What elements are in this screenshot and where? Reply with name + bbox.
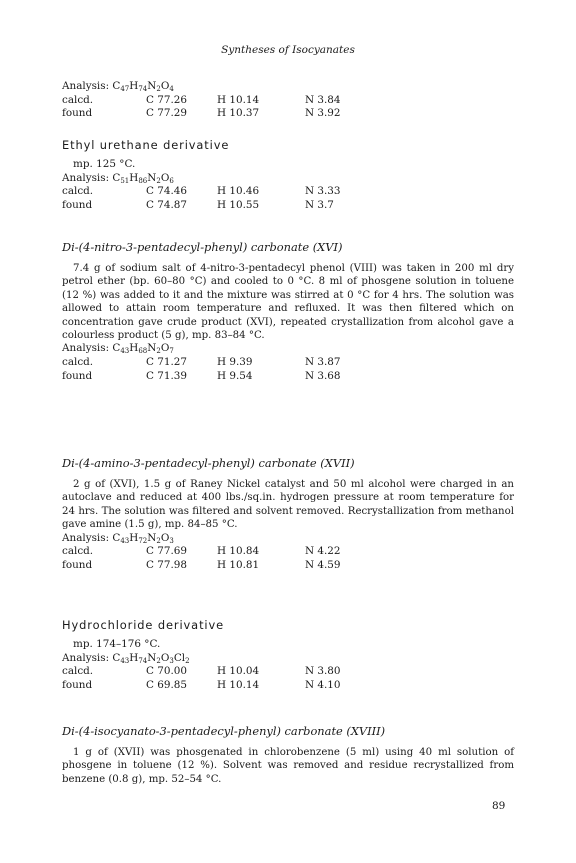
analysis-row: calcd. C 71.27 H 9.39 N 3.87 [62,356,341,369]
compound-xviii-section [62,725,514,786]
analysis-row: found C 74.87 H 10.55 N 3.7 [62,198,334,211]
section-heading: Di-(4-amino-3-pentadecyl-phenyl) carbonate (XVII) [62,456,355,470]
section-heading: Ethyl urethane derivative [62,138,230,152]
analysis-formula-line: Analysis: $C_{43}H_{74}N_2O_3Cl_2$ [62,651,190,665]
analysis-block-1 [62,80,514,121]
procedure-paragraph: 7.4 g of sodium salt of 4-nitro-3-pentadecyl phenol (VIII) was taken in 200 ml dry petrol ether (bp. 60–80 °C) and cooled to 0 °C. 8 ml of phosgene solution in toluene (12 %) was added to it and the mixture was stirred at 0 °C for 4 hrs. The solution was allowed to attain room temperature and refluxed. It was then filtered which on concentration gave crude product (XVI), repeated crystallization from alcohol gave a colourless product (5 g), mp. 83–84 °C. [62,263,514,342]
analysis-formula-line: Analysis: $C_{47}H_{74}N_2O_4$ [62,80,174,93]
analysis-formula-line: Analysis: $C_{43}H_{72}N_2O_3$ [62,531,174,545]
compound-xvi-section [62,241,514,383]
analysis-row: found C 69.85 H 10.14 N 4.10 [62,678,341,691]
procedure-paragraph: 2 g of (XVI), 1.5 g of Raney Nickel catalyst and 50 ml alcohol were charged in an autoclave and reduced at 400 lbs./sq.in. hydrogen pressure at room temperature for 24 hrs. The solution was filtered and solvent removed. Recrystallization from methanol gave amine (1.5 g), mp. 84–85 °C. [62,479,514,531]
molecular-formula: $C_{43}H_{74}N_2O_3Cl_2$ [112,651,190,665]
procedure-paragraph: 1 g of (XVII) was phosgenated in chlorobenzene (5 ml) using 40 ml solution of phosgene in toluene (12 %). Solvent was removed and residue recrystallized from benzene (0.8 g), mp. 52–54 °C. [62,747,514,785]
compound-xvii-section [62,457,514,572]
analysis-row: calcd. C 70.00 H 10.04 N 3.80 [62,665,341,678]
molecular-formula: $C_{47}H_{74}N_2O_4$ [112,80,174,93]
analysis-row: calcd. C 74.46 H 10.46 N 3.33 [62,185,341,198]
melting-point: mp. 174–176 °C. [73,638,161,650]
section-heading: Di-(4-isocyanato-3-pentadecyl-phenyl) carbonate (XVIII) [62,724,386,738]
analysis-row: calcd. C 77.69 H 10.84 N 4.22 [62,545,341,558]
hydrochloride-section [62,619,514,692]
running-title: Syntheses of Isocyanates [221,44,355,56]
ethyl-urethane-section [62,139,514,212]
analysis-row: calcd. C 77.26 H 10.14 N 3.84 [62,93,341,106]
molecular-formula: $C_{51}H_{86}N_2O_6$ [112,171,174,185]
molecular-formula: $C_{43}H_{72}N_2O_3$ [112,531,174,545]
molecular-formula: $C_{43}H_{68}N_2O_7$ [112,342,174,356]
section-heading: Hydrochloride derivative [62,618,225,632]
analysis-row: found C 77.98 H 10.81 N 4.59 [62,558,341,571]
analysis-row: found C 77.29 H 10.37 N 3.92 [62,107,341,120]
melting-point: mp. 125 °C. [73,158,136,170]
analysis-formula-line: Analysis: $C_{43}H_{68}N_2O_7$ [62,342,174,356]
section-heading: Di-(4-nitro-3-pentadecyl-phenyl) carbonate (XVI) [62,240,343,254]
page-number: 89 [492,800,506,812]
analysis-formula-line: Analysis: $C_{51}H_{86}N_2O_6$ [62,171,174,185]
analysis-row: found C 71.39 H 9.54 N 3.68 [62,369,341,382]
